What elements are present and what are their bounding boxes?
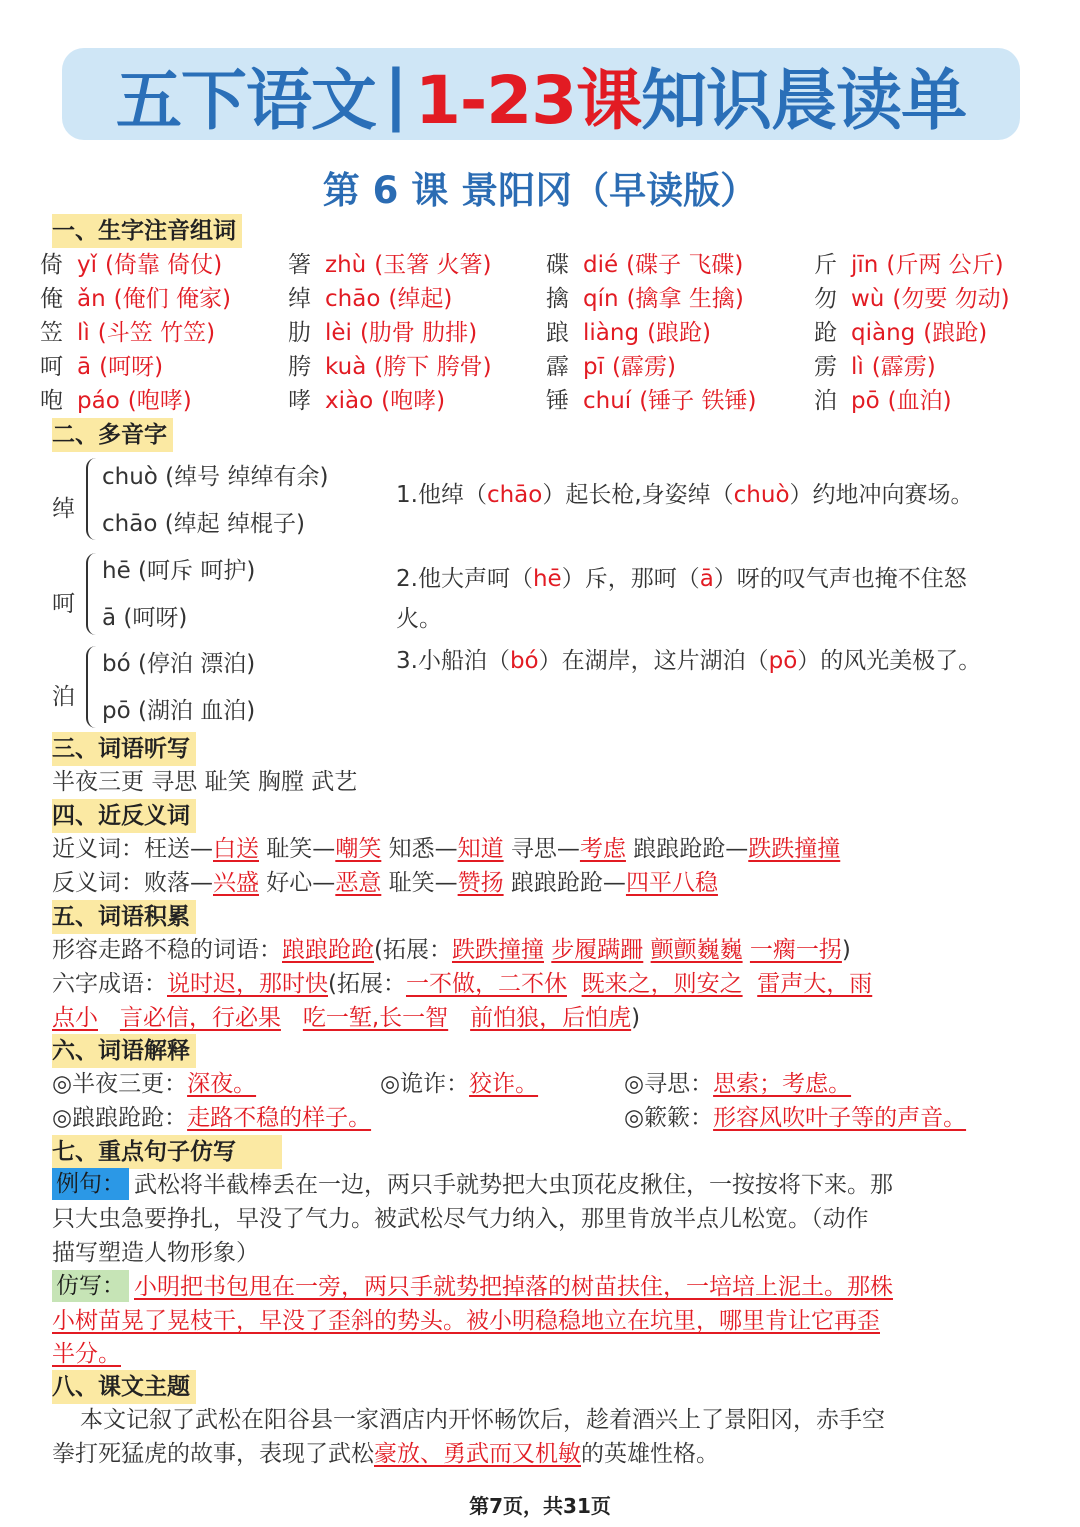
section-heading-synonyms: 四、近反义词 [52,799,196,833]
polyphone-char: 泊 [52,684,75,710]
char-entry: 勿 wù (勿要 勿动) [814,286,1010,312]
char-entry: 跄 qiàng (踉跄) [814,320,988,346]
polyphone-sentence: 2.他大声呵（hē）斥，那呵（ā）呀的叹气声也掩不住怒 [396,566,967,592]
char-entry: 俺 ǎn (俺们 俺家) [40,286,231,312]
brace-icon [86,646,98,728]
section-heading-theme: 八、课文主题 [52,1370,196,1404]
char-entry: 肋 lèi (肋骨 肋排) [288,320,478,346]
polyphone-reading: pō (湖泊 血泊) [102,698,256,724]
char-entry: 绰 chāo (绰起) [288,286,453,312]
imitation-tag: 仿写： [52,1270,129,1302]
char-entry: 雳 lì (霹雳) [814,354,936,380]
section-heading-dictation: 三、词语听写 [52,732,196,766]
char-entry: 斤 jīn (斤两 公斤) [814,252,1004,278]
header-doc-type: 知识晨读单 [641,61,967,139]
section-heading-polyphones: 二、多音字 [52,418,173,452]
imitation-sentence-line: 小树苗晃了晃枝干，早没了歪斜的势头。被小明稳稳地立在坑里，哪里肯让它再歪 [52,1308,880,1334]
char-entry: 碟 dié (碟子 飞碟) [546,252,744,278]
example-sentence-line: 只大虫急要挣扎，早没了气力。被武松尽气力纳入，那里肯放半点儿松宽。（动作 [52,1206,869,1232]
polyphone-reading: chuò (绰号 绰绰有余) [102,464,329,490]
char-entry: 锤 chuí (锤子 铁锤) [546,388,757,414]
char-entry: 笠 lì (斗笠 竹笠) [40,320,216,346]
polyphone-sentence: 3.小船泊（bó）在湖岸，这片湖泊（pō）的风光美极了。 [396,648,982,674]
section-heading-explanations: 六、词语解释 [52,1034,196,1068]
char-entry: 箸 zhù (玉箸 火箸) [288,252,492,278]
header-banner [62,48,1020,140]
brace-icon [86,458,98,540]
lesson-title: 第 6 课 景阳冈（早读版） [322,169,758,212]
explanation-item: ◎簌簌：形容风吹叶子等的声音。 [624,1105,967,1131]
section-heading-imitation: 七、重点句子仿写 [52,1135,282,1169]
imitation-sentence-line: 半分。 [52,1341,121,1367]
example-sentence-line: 武松将半截棒丢在一边，两只手就势把大虫顶花皮揪住，一按按将下来。那 [134,1172,893,1198]
explanation-item: ◎寻思：思索；考虑。 [624,1071,852,1097]
char-entry: 胯 kuà (胯下 胯骨) [288,354,492,380]
dictation-words: 半夜三更 寻思 耻笑 胸膛 武艺 [52,769,358,795]
explanation-item: ◎半夜三更：深夜。 [52,1071,257,1097]
example-sentence-line: 描写塑造人物形象） [52,1240,259,1266]
polyphone-reading: hē (呵斥 呵护) [102,558,256,584]
header-lesson-range: 1-23课 [414,61,642,139]
polyphone-sentence: 1.他绰（chāo）起长枪,身姿绰（chuò）约地冲向赛场。 [396,482,974,508]
polyphone-char: 绰 [52,496,75,522]
polyphone-reading: bó (停泊 漂泊) [102,651,256,677]
char-entry: 呵 ā (呵呀) [40,354,164,380]
char-entry: 擒 qín (擒拿 生擒) [546,286,744,312]
char-entry: 哮 xiào (咆哮) [288,388,446,414]
char-entry: 泊 pō (血泊) [814,388,952,414]
antonyms-line: 反义词：败落—兴盛 好心—恶意 耻笑—赞扬 踉踉跄跄—四平八稳 [52,870,718,896]
theme-paragraph-line: 本文记叙了武松在阳谷县一家酒店内开怀畅饮后，趁着酒兴上了景阳冈，赤手空 [80,1407,885,1433]
theme-paragraph-line: 拳打死猛虎的故事，表现了武松豪放、勇武而又机敏的英雄性格。 [52,1441,719,1467]
brace-icon [86,553,98,635]
header-subject: 五下语文 [115,61,376,139]
polyphone-reading: ā (呵呀) [102,605,188,631]
example-tag: 例句： [52,1168,129,1200]
explanation-item: ◎踉踉跄跄：走路不稳的样子。 [52,1105,372,1131]
char-entry: 咆 páo (咆哮) [40,388,192,414]
polyphone-sentence-continued: 火。 [396,606,442,632]
char-entry: 霹 pī (霹雳) [546,354,676,380]
polyphone-char: 呵 [52,591,75,617]
char-entry: 倚 yǐ (倚靠 倚仗) [40,252,223,278]
char-entry: 踉 liàng (踉跄) [546,320,712,346]
header-separator: | [383,55,407,133]
synonyms-line: 近义词：枉送—白送 耻笑—嘲笑 知悉—知道 寻思—考虑 踉踉跄跄—跌跌撞撞 [52,836,841,862]
polyphone-reading: chāo (绰起 绰棍子) [102,511,305,537]
page-number: 第7页，共31页 [469,1494,611,1518]
accumulation-line: 六字成语：说时迟，那时快(拓展：一不做，二不休 既来之，则安之 雷声大，雨 [52,971,873,997]
section-heading-accumulation: 五、词语积累 [52,900,196,934]
explanation-item: ◎诡诈：狡诈。 [380,1071,539,1097]
accumulation-line: 点小 言必信，行必果 吃一堑,长一智 前怕狼，后怕虎) [52,1005,641,1031]
imitation-sentence-line: 小明把书包甩在一旁，两只手就势把掉落的树苗扶住，一培培上泥土。那株 [134,1274,893,1300]
accumulation-line: 形容走路不稳的词语：踉踉跄跄(拓展：跌跌撞撞 步履蹒跚 颤颤巍巍 一瘸一拐) [52,937,851,963]
section-heading-characters: 一、生字注音组词 [52,214,242,248]
